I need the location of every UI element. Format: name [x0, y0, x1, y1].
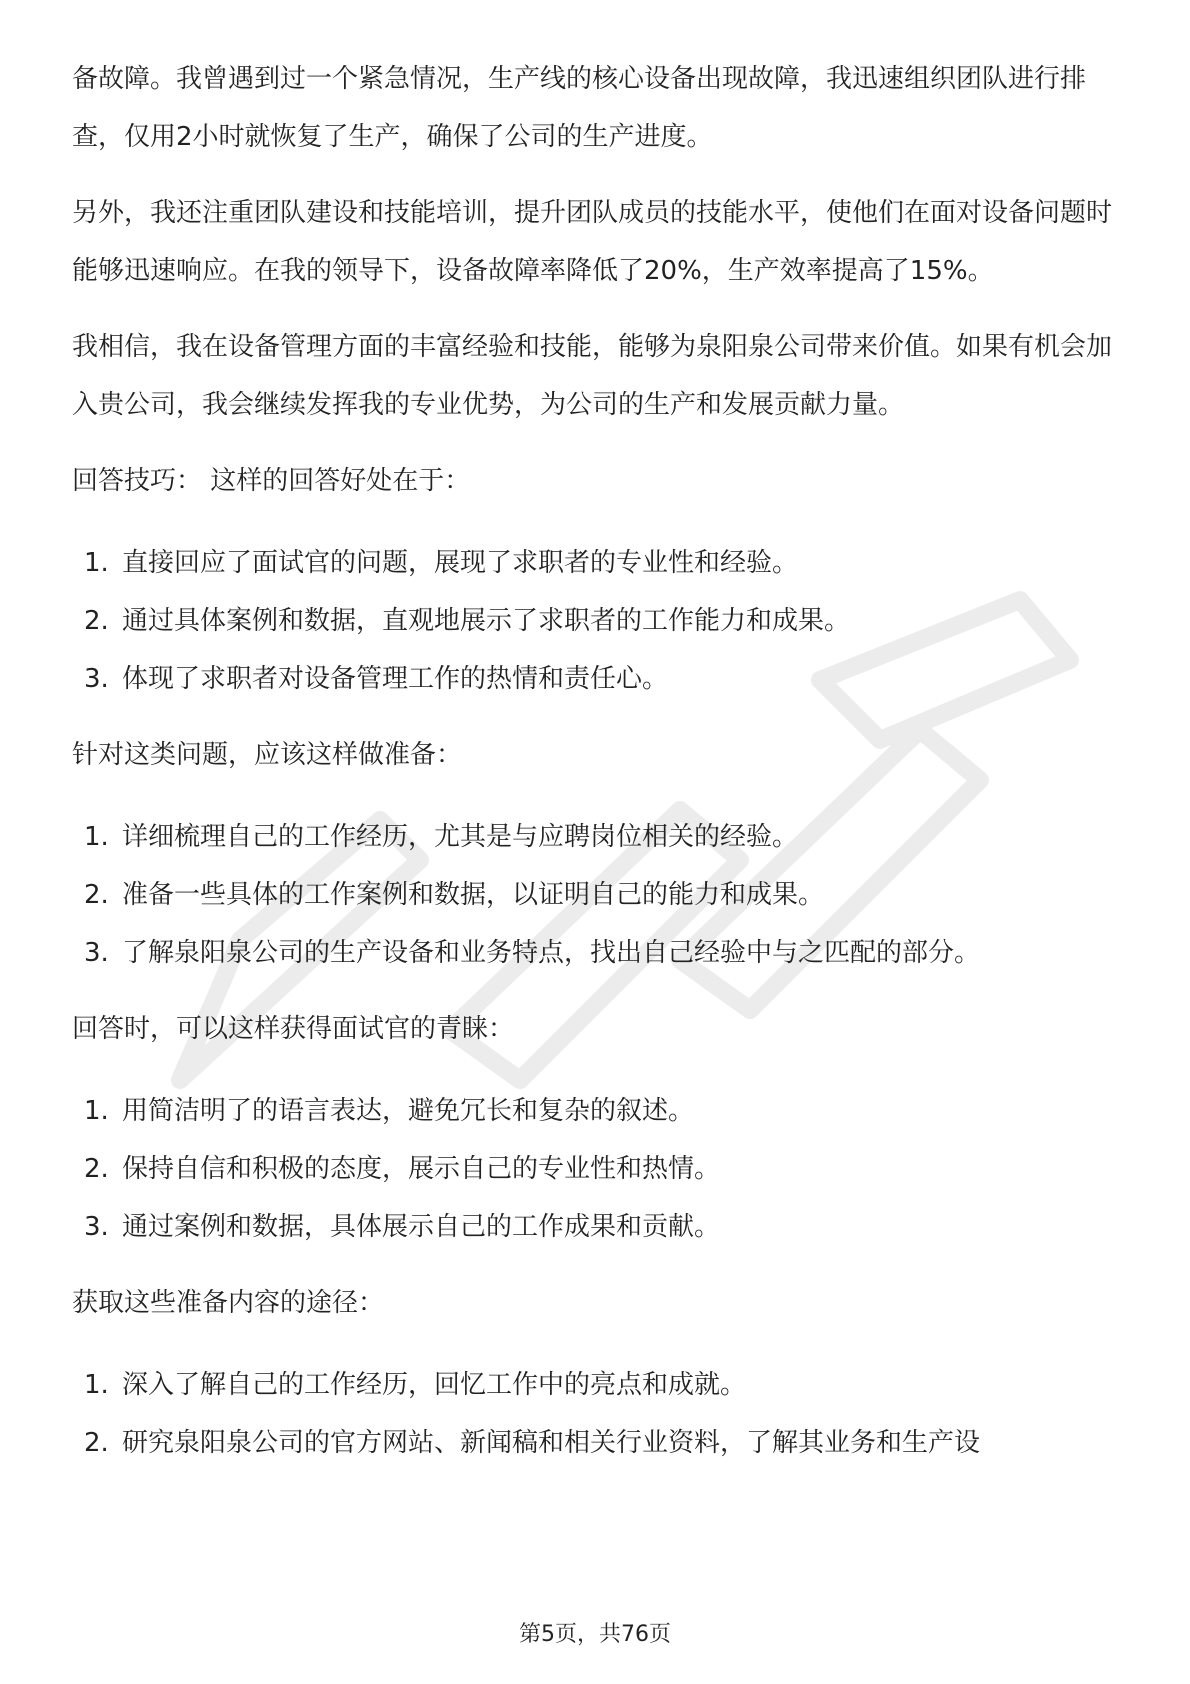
section-answer-tips [72, 452, 1122, 708]
section-impress-interviewer [72, 1000, 1122, 1256]
list-number: 1. [84, 1370, 109, 1400]
preparation-list [72, 808, 1122, 982]
list-item [72, 924, 1122, 982]
list-item [72, 866, 1122, 924]
list-item [72, 1140, 1122, 1198]
list-number: 2. [84, 1154, 109, 1184]
list-text: 通过案例和数据，具体展示自己的工作成果和贡献。 [122, 1212, 721, 1242]
list-text: 直接回应了面试官的问题，展现了求职者的专业性和经验。 [122, 548, 799, 578]
list-number: 1. [84, 548, 109, 578]
main-content [72, 50, 1122, 1472]
list-text: 体现了求职者对设备管理工作的热情和责任心。 [122, 664, 669, 694]
list-text: 用简洁明了的语言表达，避免冗长和复杂的叙述。 [122, 1096, 695, 1126]
list-item [72, 1414, 1122, 1472]
list-text: 保持自信和积极的态度，展示自己的专业性和热情。 [122, 1154, 721, 1184]
paragraph-equipment-failure: 备故障。我曾遇到过一个紧急情况，生产线的核心设备出现故障，我迅速组织团队进行排查，仅用2小时就恢复了生产，确保了公司的生产进度。 [72, 64, 1087, 152]
list-number: 1. [84, 1096, 109, 1126]
list-text: 研究泉阳泉公司的官方网站、新闻稿和相关行业资料，了解其业务和生产设 [122, 1428, 981, 1458]
list-item [72, 808, 1122, 866]
section-heading: 针对这类问题，应该这样做准备： [72, 740, 463, 770]
section-heading: 回答时，可以这样获得面试官的青睐： [72, 1014, 515, 1044]
list-text: 详细梳理自己的工作经历，尤其是与应聘岗位相关的经验。 [122, 822, 799, 852]
paragraph-team-building: 另外，我还注重团队建设和技能培训，提升团队成员的技能水平，使他们在面对设备问题时能够迅速响应。在我的领导下，设备故障率降低了20%，生产效率提高了15%。 [72, 198, 1113, 286]
tips-list [72, 534, 1122, 708]
list-text: 深入了解自己的工作经历，回忆工作中的亮点和成就。 [122, 1370, 747, 1400]
list-item [72, 592, 1122, 650]
sources-list [72, 1356, 1122, 1472]
list-item [72, 1356, 1122, 1414]
list-item [72, 1198, 1122, 1256]
list-item [72, 1082, 1122, 1140]
section-preparation [72, 726, 1122, 982]
section-sources [72, 1274, 1122, 1472]
list-number: 2. [84, 880, 109, 910]
list-number: 2. [84, 606, 109, 636]
section-heading: 获取这些准备内容的途径： [72, 1288, 385, 1318]
list-item [72, 650, 1122, 708]
list-number: 1. [84, 822, 109, 852]
impress-list [72, 1082, 1122, 1256]
list-number: 3. [84, 1212, 109, 1242]
list-item [72, 534, 1122, 592]
paragraph-value-statement: 我相信，我在设备管理方面的丰富经验和技能，能够为泉阳泉公司带来价值。如果有机会加入贵公司，我会继续发挥我的专业优势，为公司的生产和发展贡献力量。 [72, 332, 1113, 420]
list-number: 2. [84, 1428, 109, 1458]
page-number-footer: 第5页，共76页 [519, 1622, 671, 1647]
list-text: 通过具体案例和数据，直观地展示了求职者的工作能力和成果。 [122, 606, 851, 636]
section-heading: 回答技巧： 这样的回答好处在于： [72, 466, 471, 496]
list-text: 准备一些具体的工作案例和数据，以证明自己的能力和成果。 [122, 880, 825, 910]
list-text: 了解泉阳泉公司的生产设备和业务特点，找出自己经验中与之匹配的部分。 [122, 938, 981, 968]
list-number: 3. [84, 938, 109, 968]
list-number: 3. [84, 664, 109, 694]
